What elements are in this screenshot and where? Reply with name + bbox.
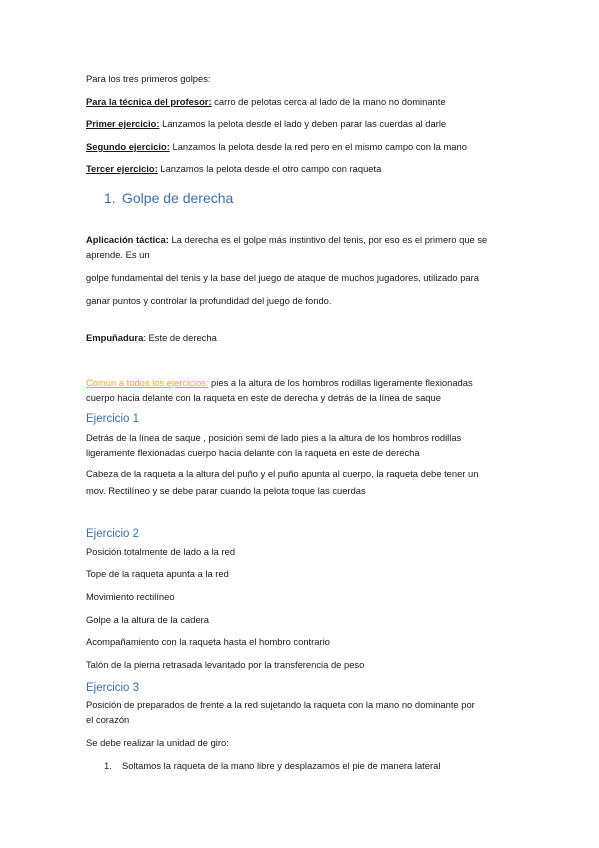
ejercicio3-title: Ejercicio 3 (86, 682, 140, 694)
empunadura-label: Empuñadura (86, 332, 144, 343)
tecnica-text: carro de pelotas cerca al lado de la mano no dominante (211, 96, 446, 107)
intro-heading: Para los tres primeros golpes: (86, 73, 211, 84)
ejercicio2-item: Golpe a la altura de la cadera (86, 614, 209, 625)
tercer-paragraph (86, 161, 516, 177)
ejercicio1-line3: Cabeza de la raqueta a la altura del puño y el puño apunta al cuerpo, la raqueta debe tener un (86, 468, 479, 479)
ejercicio3-line3: Se debe realizar la unidad de giro: (86, 737, 229, 748)
tercer-label: Tercer ejercicio: (86, 163, 158, 174)
tecnica-label: Para la técnica del profesor: (86, 96, 212, 107)
ejercicio2-item: Acompañamiento con la raqueta hasta el hombro contrario (86, 636, 330, 647)
aplicacion-line1b: aprende. Es un (86, 249, 150, 260)
empunadura-paragraph (86, 330, 516, 346)
section-number: 1. (104, 190, 116, 206)
ejercicio2-item: Tope de la raqueta apunta a la red (86, 568, 229, 579)
aplicacion-line3: ganar puntos y controlar la profundidad del juego de fondo. (86, 295, 332, 306)
ejercicio1-line4: mov. Rectilíneo y se debe parar cuando la pelota toque las cuerdas (86, 485, 366, 496)
ejercicio3-list-item (104, 758, 440, 774)
ejercicio2-item: Posición totalmente de lado a la red (86, 546, 236, 557)
section-heading (104, 190, 233, 206)
aplicacion-line1 (86, 232, 516, 248)
ejercicio2-item: Movimiento rectilíneo (86, 591, 175, 602)
ejercicio1-line1: Detrás de la línea de saque , posición semi de lado pies a la altura de los hombros rodillas (86, 432, 462, 443)
primer-text: Lanzamos la pelota desde el lado y deben parar las cuerdas al darle (159, 118, 447, 129)
ejercicio1-title: Ejercicio 1 (86, 413, 140, 425)
list-text: Soltamos la raqueta de la mano libre y desplazamos el pie de manera lateral (122, 760, 441, 771)
segundo-text: Lanzamos la pelota desde la red pero en el mismo campo con la mano (169, 141, 467, 152)
ejercicio2-title: Ejercicio 2 (86, 528, 140, 540)
tecnica-paragraph (86, 94, 516, 110)
comun-line2: cuerpo hacia delante con la raqueta en este de derecha y detrás de la línea de saque (86, 392, 441, 403)
aplicacion-text1: La derecha es el golpe más instintivo del tenis, por eso es el primero que se (168, 234, 488, 245)
comun-label: Común a todos los ejercicios: (86, 377, 209, 388)
segundo-paragraph (86, 139, 516, 155)
comun-line1 (86, 375, 516, 391)
empunadura-text: : Este de derecha (143, 332, 217, 343)
ejercicio2-item: Talón de la pierna retrasada levantado por la transferencia de peso (86, 659, 365, 670)
segundo-label: Segundo ejercicio: (86, 141, 170, 152)
ejercicio1-line2: ligeramente flexionadas cuerpo hacia delante con la raqueta en este de derecha (86, 447, 420, 458)
aplicacion-label: Aplicación táctica: (86, 234, 169, 245)
comun-text1: pies a la altura de los hombros rodillas ligeramente flexionadas (208, 377, 473, 388)
tercer-text: Lanzamos la pelota desde el otro campo con raqueta (157, 163, 382, 174)
primer-label: Primer ejercicio: (86, 118, 160, 129)
list-number: 1. (104, 760, 112, 771)
ejercicio3-line2: el corazón (86, 714, 130, 725)
aplicacion-line2: golpe fundamental del tenis y la base del juego de ataque de muchos jugadores, utilizado para (86, 272, 479, 283)
primer-paragraph (86, 116, 516, 132)
ejercicio3-line1: Posición de preparados de frente a la red sujetando la raqueta con la mano no dominante por (86, 699, 475, 710)
section-title: Golpe de derecha (122, 190, 234, 206)
